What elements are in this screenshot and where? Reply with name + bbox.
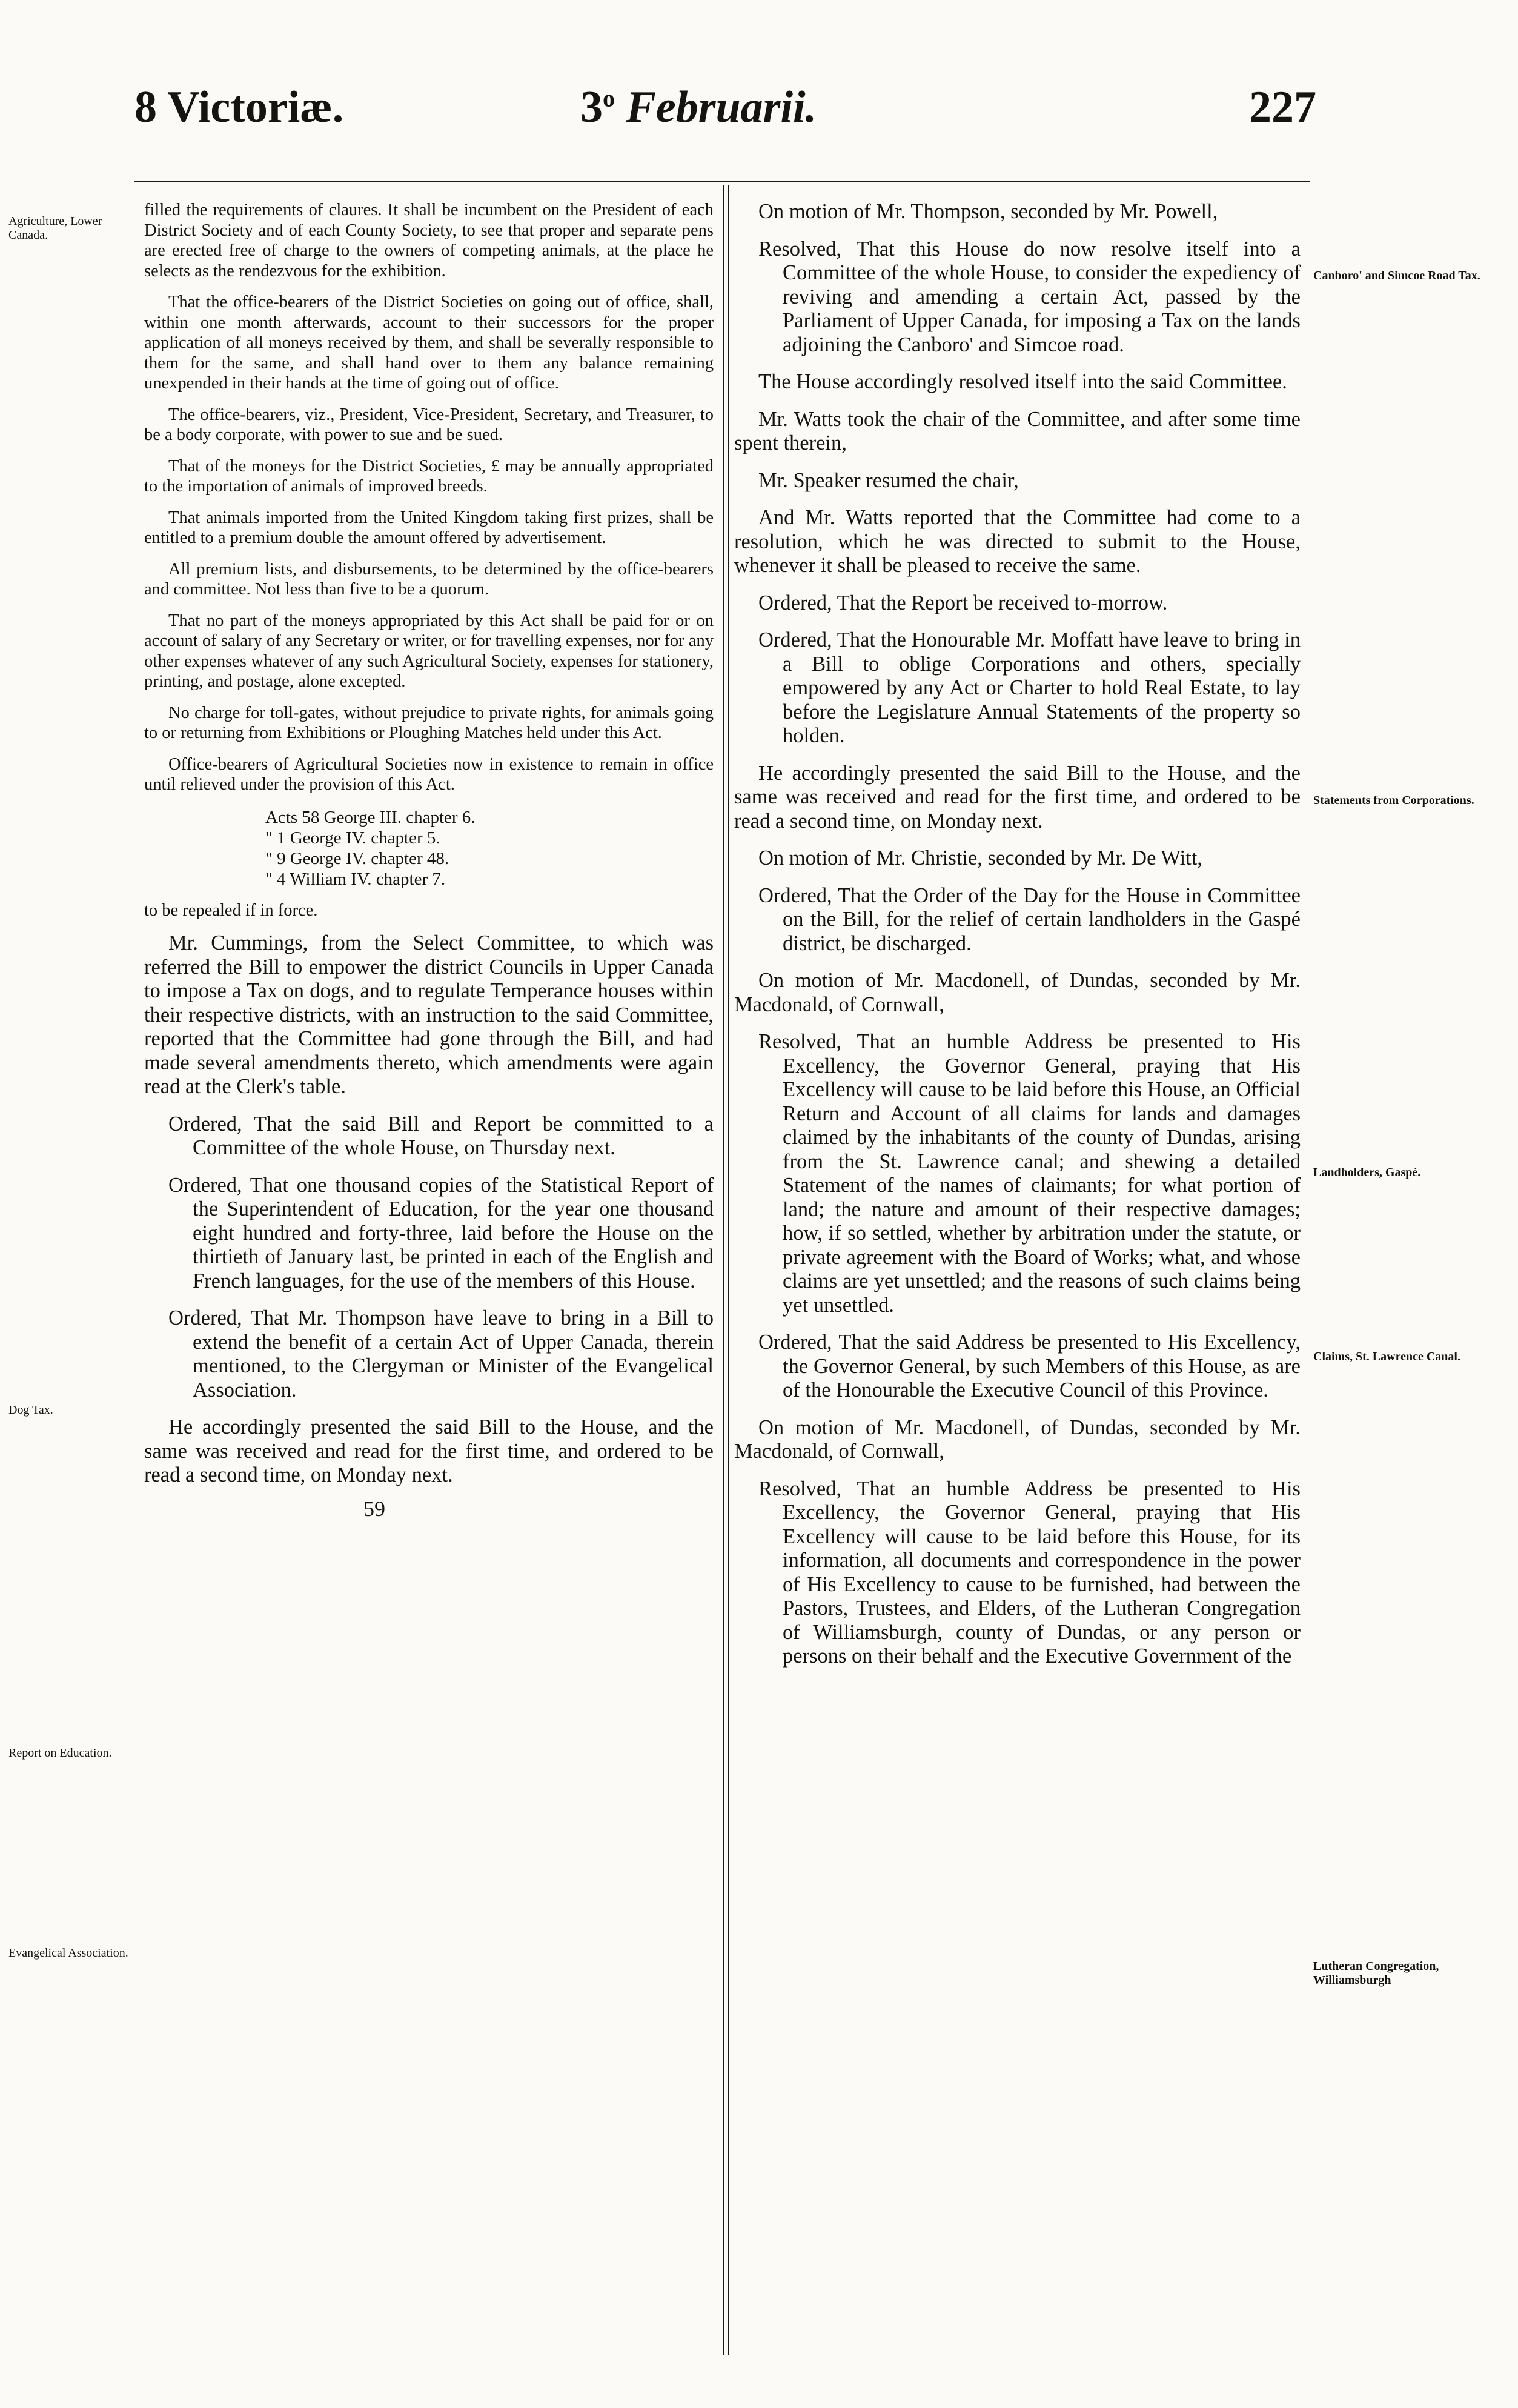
order-paragraph: Ordered, That Mr. Thompson have leave to bring in a Bill to extend the benefit of a certain Act of Upper Canada, therein mentioned, to the Clergyman or Minister of the Evangelical Association. xyxy=(168,1306,714,1402)
header-rule xyxy=(134,181,1310,182)
margin-note-dog-tax: Dog Tax. xyxy=(8,1403,53,1417)
paragraph: That the office-bearers of the District Societies on going out of office, shall, within one month afterwards, account to their successors for the proper application of all moneys received by them, and shall be severally responsible to them for the same, and shall hand over to them any balance remaining unexpended in their hands at the time of going out of office. xyxy=(144,293,714,393)
margin-note-statements: Statements from Corporations. xyxy=(1313,794,1474,807)
paragraph: to be repealed if in force. xyxy=(144,900,318,920)
page-number-header: 227 xyxy=(1249,82,1316,132)
paragraph: The House accordingly resolved itself into the said Committee. xyxy=(758,370,1287,393)
order-paragraph: Ordered, That one thousand copies of the Statistical Report of the Superintendent of Education, for the year one thousand eight hundred and forty-three, laid before the House on the thirtieth of January last, be printed in each of the English and French languages, for the use of the members of this House. xyxy=(168,1173,714,1292)
paragraph: Mr. Speaker resumed the chair, xyxy=(758,468,1019,492)
order-paragraph: Ordered, That the said Bill and Report be committed to a Committee of the whole House, on Thursday next. xyxy=(168,1112,714,1159)
paragraph: He accordingly presented the said Bill to the House, and the same was received and read for the first time, and ordered to be read a second time, on Monday next. xyxy=(144,1415,714,1486)
paragraph: Mr. Watts took the chair of the Committee, and after some time spent therein, xyxy=(734,407,1301,454)
running-head-left: 8 Victoriæ. xyxy=(134,82,344,132)
act-line: Acts 58 George III. chapter 6. xyxy=(265,807,476,827)
paragraph: All premium lists, and disbursements, to be determined by the office-bearers and committee. Not less than five to be a quorum. xyxy=(144,559,714,599)
running-head-date xyxy=(580,82,817,132)
repealed-acts-list xyxy=(144,807,714,890)
order-paragraph: Ordered, That the Order of the Day for the House in Committee on the Bill, for the relief of certain landholders in the Gaspé district, be discharged. xyxy=(758,883,1301,955)
act-line: " 1 George IV. chapter 5. xyxy=(265,828,440,848)
paragraph: That animals imported from the United Kingdom taking first prizes, shall be entitled to a premium double the amount offered by advertisement. xyxy=(144,508,714,547)
column-divider-right xyxy=(728,185,729,2355)
paragraph: Ordered, That the Report be received to-morrow. xyxy=(758,591,1168,614)
margin-note-claims: Claims, St. Lawrence Canal. xyxy=(1313,1350,1460,1363)
paragraph: That no part of the moneys appropriated by this Act shall be paid for or on account of salary of any Secretary or writer, or for travelling expenses, nor for any other expenses whatever of any such Agricultural Society, expenses for stationery, printing, and postage, alone excepted. xyxy=(144,611,714,691)
resolution-paragraph: Resolved, That an humble Address be presented to His Excellency, the Governor General, praying that His Excellency will cause to be laid before this House, an Official Return and Account of all claims for lands and damages claimed by the inhabitants of the county of Dundas, arising from the St. Lawrence canal; and shewing a detailed Statement of the names of claimants; for what portion of land; the nature and amount of their respective damages; how, if so settled, whether by arbitration under the statute, or private agreement with the Board of Works; what, and whose claims are yet unsettled; and the reasons of such claims being yet unsettled. xyxy=(758,1030,1301,1317)
paragraph: On motion of Mr. Macdonell, of Dundas, seconded by Mr. Macdonald, of Cornwall, xyxy=(734,1415,1301,1463)
paragraph: The office-bearers, viz., President, Vice-President, Secretary, and Treasurer, to be a body corporate, with power to sue and be sued. xyxy=(144,405,714,444)
date-superscript: o xyxy=(603,84,615,112)
signature-number: 59 xyxy=(363,1496,385,1521)
paragraph: No charge for toll-gates, without prejudice to private rights, for animals going to or returning from Exhibitions or Ploughing Matches held under this Act. xyxy=(144,703,714,742)
paragraph: Office-bearers of Agricultural Societies now in existence to remain in office until relieved under the provision of this Act. xyxy=(144,754,714,794)
date-month: Februarii. xyxy=(626,82,817,132)
paragraph: And Mr. Watts reported that the Committee had come to a resolution, which he was directed to submit to the House, whenever it shall be pleased to receive the same. xyxy=(734,506,1301,577)
paragraph: On motion of Mr. Thompson, seconded by Mr. Powell, xyxy=(758,200,1218,223)
margin-note-landholders: Landholders, Gaspé. xyxy=(1313,1166,1421,1179)
act-line: " 9 George IV. chapter 48. xyxy=(265,848,449,868)
paragraph: He accordingly presented the said Bill to the House, and the same was received and read for the first time, and ordered to be read a second time, on Monday next. xyxy=(734,761,1301,833)
resolution-paragraph: Resolved, That this House do now resolve itself into a Committee of the whole House, to consider the expediency of reviving and amending a certain Act, passed by the Parliament of Upper Canada, for imposing a Tax on the lands adjoining the Canboro' and Simcoe road. xyxy=(758,237,1301,356)
paragraph: On motion of Mr. Christie, seconded by Mr. De Witt, xyxy=(758,846,1202,870)
order-paragraph: Ordered, That the Honourable Mr. Moffatt have leave to bring in a Bill to oblige Corporations and others, specially empowered by any Act or Charter to hold Real Estate, to lay before the Legislature Annual Statements of the property so holden. xyxy=(758,628,1301,747)
column-divider-left xyxy=(723,185,724,2355)
resolution-paragraph: Resolved, That an humble Address be presented to His Excellency, the Governor General, praying that His Excellency will cause to be laid before this House, for its information, all documents and correspondence in the power of His Excellency to cause to be furnished, had between the Pastors, Trustees, and Elders, of the Lutheran Congregation of Williamsburgh, county of Dundas, or any person or persons on their behalf and the Executive Government of the xyxy=(758,1477,1301,1668)
act-line: " 4 William IV. chapter 7. xyxy=(265,869,446,889)
paragraph: filled the requirements of claures. It shall be incumbent on the President of each District Society and of each County Society, to see that proper and separate pens are erected free of charge to the owners of competing animals, at the place he selects as the rendezvous for the exhibition. xyxy=(144,201,714,281)
paragraph: That of the moneys for the District Societies, £ may be annually appropriated to the importation of animals of improved breeds. xyxy=(144,456,714,496)
paragraph: On motion of Mr. Macdonell, of Dundas, seconded by Mr. Macdonald, of Cornwall, xyxy=(734,969,1301,1016)
left-column xyxy=(144,200,714,1522)
margin-note-lutheran: Lutheran Congregation, Williamsburgh xyxy=(1313,1960,1439,1987)
margin-note-agriculture: Agriculture, Lower Canada. xyxy=(8,215,102,242)
margin-note-canboro: Canboro' and Simcoe Road Tax. xyxy=(1313,269,1480,282)
right-column xyxy=(734,200,1301,1669)
paragraph: Mr. Cummings, from the Select Committee, to which was referred the Bill to empower the district Councils in Upper Canada to impose a Tax on dogs, and to regulate Temperance houses within their respective districts, with an instruction to the said Committee, reported that the Committee had gone through the Bill, and had made several amendments thereto, which amendments were again read at the Clerk's table. xyxy=(144,931,714,1098)
margin-note-evangelical: Evangelical Association. xyxy=(8,1946,128,1960)
date-number: 3 xyxy=(580,82,603,132)
margin-note-report-education: Report on Education. xyxy=(8,1746,112,1760)
order-paragraph: Ordered, That the said Address be presented to His Excellency, the Governor General, by such Members of this House, as are of the Honourable the Executive Council of this Province. xyxy=(758,1331,1301,1402)
